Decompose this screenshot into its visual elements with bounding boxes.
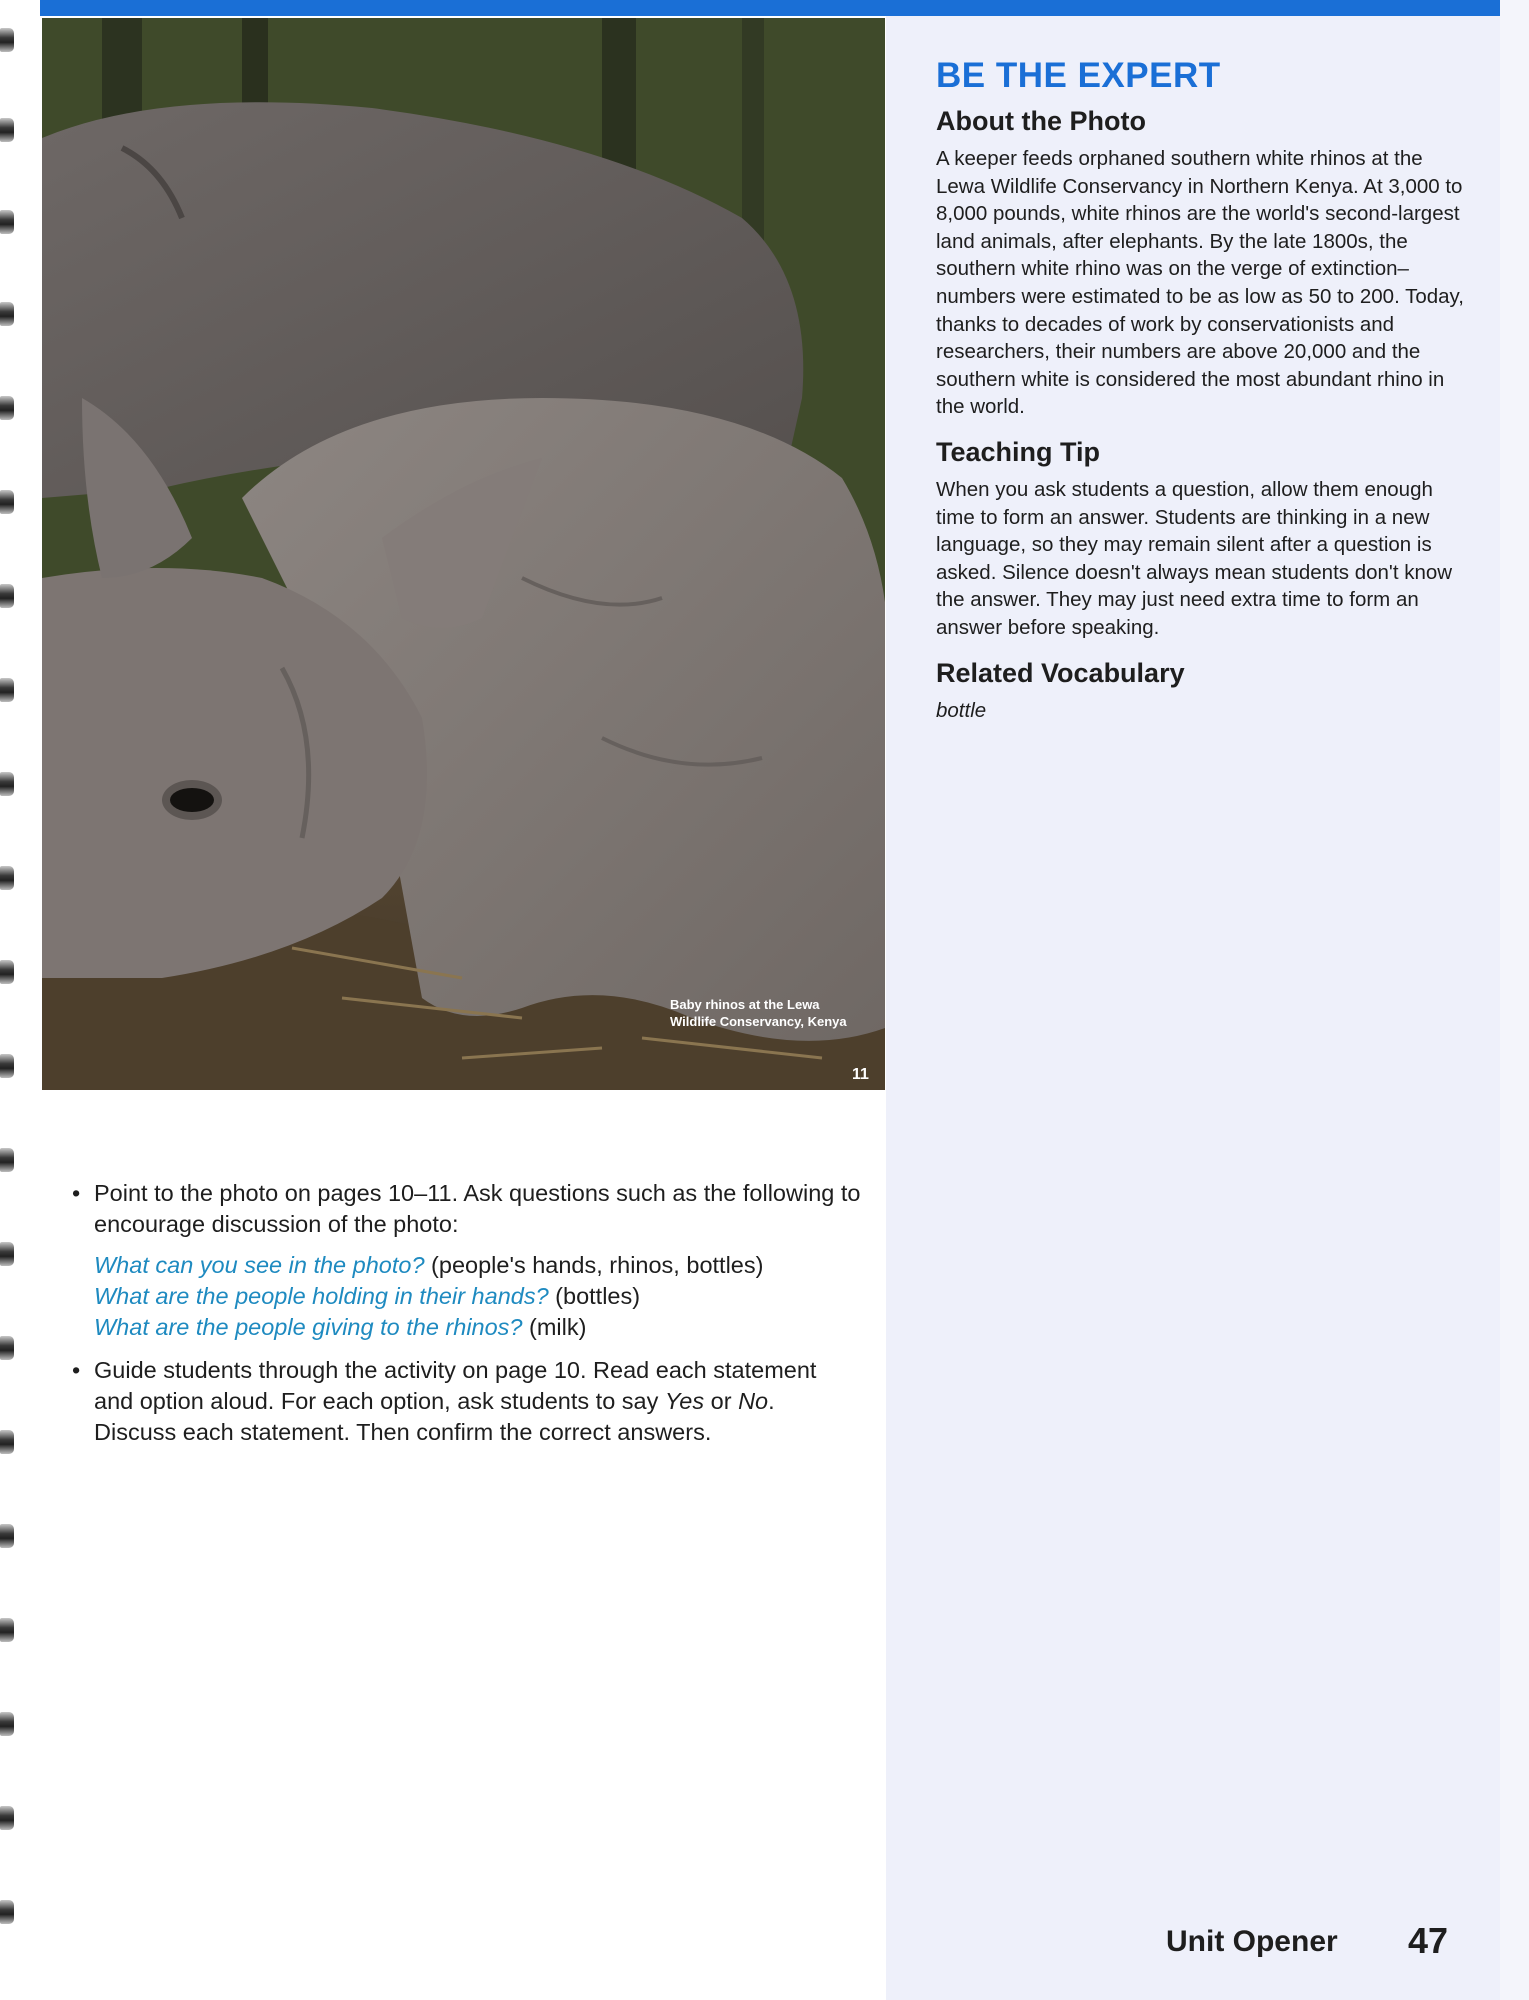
- question-item: [94, 1312, 862, 1343]
- question-item: [94, 1250, 862, 1281]
- instruction-text-part: Guide students through the activity on page 10. Read each statement and option aloud. For each option, ask students to say: [94, 1357, 817, 1414]
- teaching-tip-heading: Teaching Tip: [936, 436, 1101, 467]
- footer-section-label: Unit Opener: [1166, 1925, 1338, 1958]
- photo-caption-line: Baby rhinos at the Lewa: [670, 997, 820, 1012]
- instruction-text-part: or: [704, 1388, 739, 1414]
- bullet-icon: •: [72, 1357, 81, 1383]
- question-text: What can you see in the photo?: [94, 1252, 425, 1278]
- photo-page-number: 11: [852, 1066, 869, 1083]
- spiral-binding: [0, 0, 40, 2000]
- instruction-bullet: [72, 1178, 862, 1343]
- question-text: What are the people holding in their hands?: [94, 1283, 549, 1309]
- answer-text: (bottles): [548, 1283, 641, 1309]
- instruction-no: No: [738, 1388, 769, 1414]
- teaching-tip-text: When you ask students a question, allow them enough time to form an answer. Students are thinking in a new language, so they may remain silent after a question is asked. Silence doesn't always mean students don't know the answer. They may just need extra time to form an answer before speaking.: [936, 477, 1453, 639]
- question-text: What are the people giving to the rhinos?: [94, 1314, 523, 1340]
- instruction-text: [94, 1355, 862, 1448]
- answer-text: (milk): [522, 1314, 587, 1340]
- top-accent-bar: [40, 0, 1500, 16]
- question-list: [94, 1250, 862, 1343]
- instruction-bullet: [72, 1355, 862, 1448]
- rhino-illustration: [42, 18, 885, 1090]
- about-photo-heading: About the Photo: [936, 106, 1146, 136]
- page-edge: [1500, 0, 1529, 2000]
- bullet-icon: •: [72, 1180, 81, 1206]
- instruction-text-part: . Discuss each statement. Then confirm the correct answers.: [94, 1388, 775, 1445]
- be-the-expert: [936, 56, 1476, 740]
- rhino-photo: [42, 18, 885, 1090]
- photo-caption: [670, 996, 880, 1030]
- footer-page-number: 47: [1408, 1920, 1449, 1961]
- instruction-yes: Yes: [664, 1388, 705, 1414]
- question-item: [94, 1281, 862, 1312]
- related-vocabulary-word: bottle: [936, 698, 987, 722]
- expert-title: BE THE EXPERT: [936, 56, 1221, 95]
- teaching-instructions: [72, 1178, 862, 1460]
- about-photo-text: A keeper feeds orphaned southern white rhinos at the Lewa Wildlife Conservancy in Northern Kenya. At 3,000 to 8,000 pounds, white rhinos are the world's second-largest land animals, after elephants. By the late 1800s, the southern white rhino was on the verge of extinction–numbers were estimated to be as low as 50 to 200. Today, thanks to decades of work by conservationists and researchers, their numbers are above 20,000 and the southern white is considered the most abundant rhino in the world.: [936, 147, 1464, 419]
- instruction-text: Point to the photo on pages 10–11. Ask questions such as the following to encourage discussion of the photo:: [94, 1180, 861, 1237]
- answer-text: (people's hands, rhinos, bottles): [424, 1252, 764, 1278]
- related-vocabulary-heading: Related Vocabulary: [936, 657, 1185, 688]
- photo-caption-line: Wildlife Conservancy, Kenya: [670, 1014, 847, 1029]
